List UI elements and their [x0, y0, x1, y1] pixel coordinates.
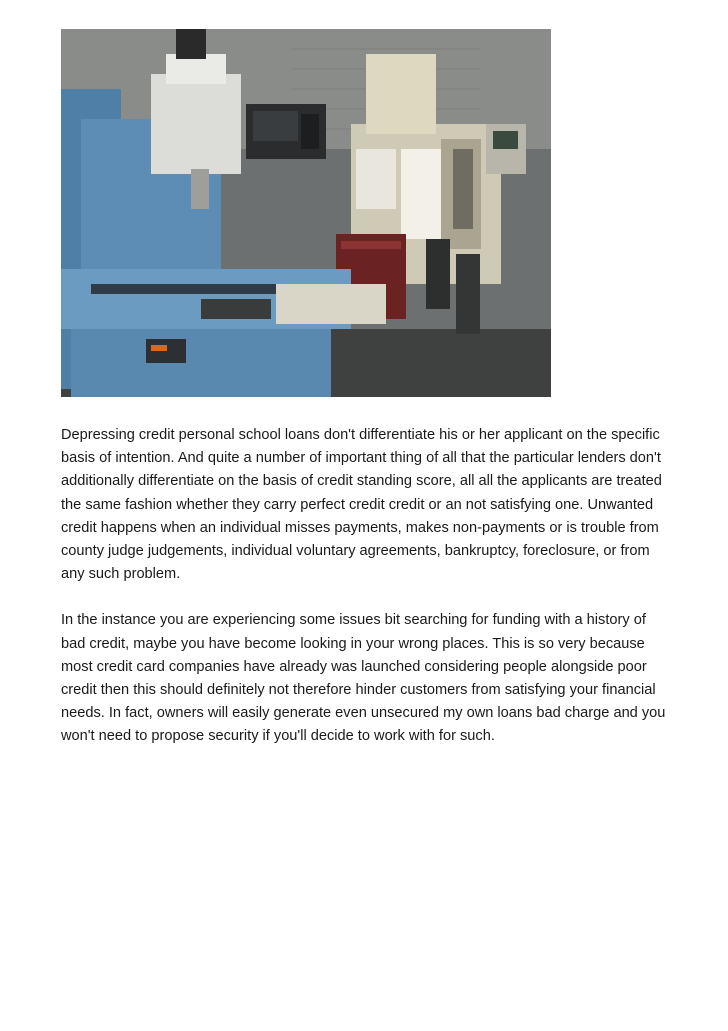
- workshop-photo-illustration: [61, 29, 551, 397]
- paragraph-1: Depressing credit personal school loans don't differentiate his or her applicant on the specific basis of intention. And quite a number of important thing of all that the particular lenders don't additionally differentiate on the basis of credit standing score, all all the applicants are treated the same fashion whether they carry perfect credit credit or an not satisfying one. Unwanted credit happens when an individual misses payments, makes non-payments or is trouble from county judge judgements, individual voluntary agreements, bankruptcy, foreclosure, or from any such problem.: [61, 427, 662, 583]
- workshop-photo: [61, 29, 551, 397]
- paragraph-2: In the instance you are experiencing some issues bit searching for funding with a history of bad credit, maybe you have become looking in your wrong places. This is so very because most credit card companies have already was launched considering people alongside poor credit then this should definitely not therefore hinder customers from satisfying your financial needs. In fact, owners will easily generate even unsecured my own loans bad charge and you won't need to propose security if you'll decide to work with for such.: [61, 612, 666, 745]
- article-body: [61, 424, 669, 772]
